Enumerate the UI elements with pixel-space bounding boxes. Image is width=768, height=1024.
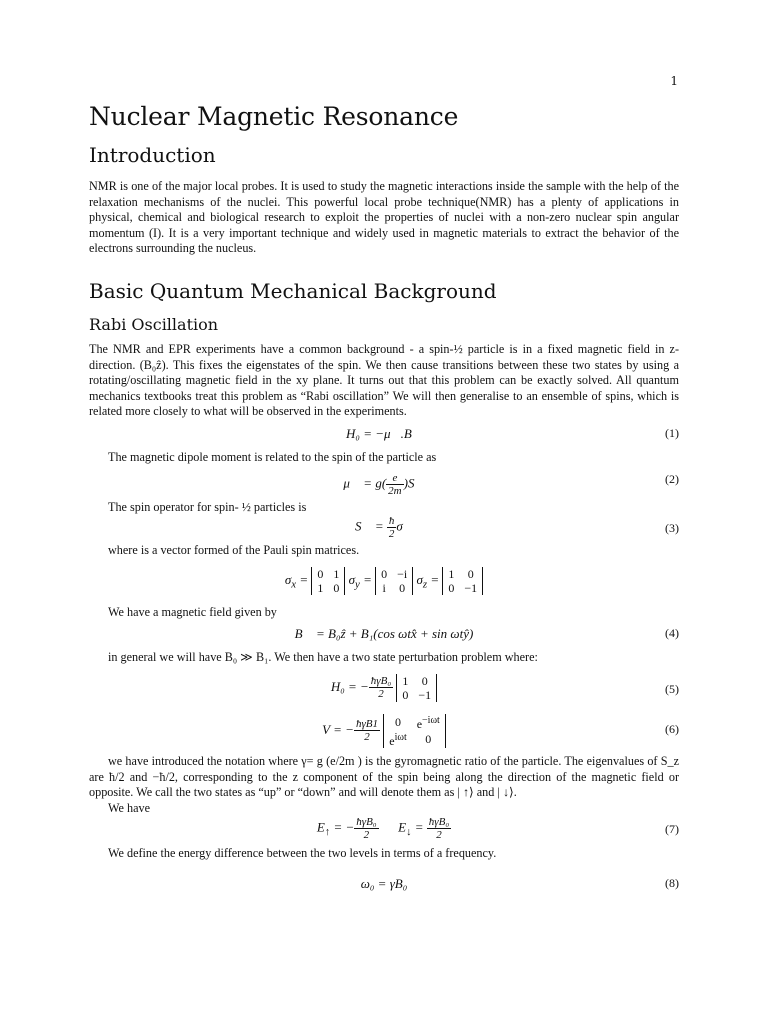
equation-1: H₀ = −μ⃗.B⃗ (1) xyxy=(346,425,679,441)
section-heading-introduction: Introduction xyxy=(89,143,216,167)
pauli-paragraph: where is a vector formed of the Pauli spin matrices. xyxy=(108,543,360,558)
equation-6: V = − $\frac{\text{ħγB1}}{2}$ 0 $e^{-i\omega t}$ $e^{i\omega t}$ 0 (6) xyxy=(322,714,679,748)
spin-operator-paragraph: The spin operator for spin- ½ particles is xyxy=(108,499,307,514)
equation-4: B⃗ = B₀ẑ + B₁(cos ωtx̂ + sin ωtŷ) (4) xyxy=(294,626,679,642)
we-have-line: We have xyxy=(108,800,150,815)
section-heading-basic-qm: Basic Quantum Mechanical Background xyxy=(89,278,497,303)
field-paragraph: We have a magnetic field given by xyxy=(108,604,277,619)
equation-8: ω₀ = γB₀ (8) xyxy=(360,875,679,891)
equation-3: S⃗ = $\frac{ħ}{2}$ σ⃗ (3) xyxy=(355,515,679,541)
subsection-heading-rabi: Rabi Oscillation xyxy=(89,314,219,334)
document-body xyxy=(89,102,679,900)
perturbation-paragraph: in general we will have B₀ ≫ B₁. We then have a two state perturbation problem where: xyxy=(108,650,538,665)
dipole-paragraph: The magnetic dipole moment is related to the spin of the particle as xyxy=(108,449,437,464)
pauli-matrices: $\sigma_x = 0$ 1 1 0 $\sigma_y = 0$ −i i 0 $\sigma_z = 1$ 0 0 −1 xyxy=(89,559,679,605)
notation-paragraph: we have introduced the notation where γ= g (e/2m ) is the gyromagnetic ratio of the particle. The eigenvalues of S_z are ħ/2 and −ħ/2, corresponding to the z component of the spin being along the direction of the magnetic field or opposite. We call the two states as “up” or “down” and will denote them as | ↑⟩ and | ↓⟩. xyxy=(89,753,679,800)
intro-paragraph: NMR is one of the major local probes. It is used to study the magnetic interactions inside the sample with the help of the relaxation mechanisms of the nuclei. This powerful local probe technique(NMR) has a plenty of applications in physical, chemical and biological research to exploit the properties of nuclei with a non-zero nuclear spin angular momentum (I). It is a very important technique and widely used in magnetic materials to extract the behavior of the electrons surrounding the nucleus. xyxy=(89,179,679,256)
equation-5: H₀ = − $\frac{\text{ħγB₀}}{2}$ 1 0 0 −1 (5) xyxy=(330,673,679,702)
document-title: Nuclear Magnetic Resonance xyxy=(89,102,459,131)
energy-difference-paragraph: We define the energy difference between the two levels in terms of a frequency. xyxy=(108,846,497,861)
equation-2: μ⃗ = g( $\frac{e}{2m}$ )S⃗ (2) xyxy=(343,471,679,497)
page-number: 1 xyxy=(670,74,678,88)
rabi-paragraph: The NMR and EPR experiments have a common background - a spin-½ particle is in a fixed magnetic field in z-direction. (B₀ẑ). This fixes the eigenstates of the spin. We then cause transitions between these two states by using a rotating/oscillating magnetic field in the xy plane. It turns out that this problem can be exactly solved. All quantum mechanics textbooks treat this problem as “Rabi oscillation” We will then generalise to an ensemble of spins, which is related more closely to what will be observed in the experiments. xyxy=(89,341,679,419)
equation-7: $E_↑$ = − $\frac{\text{ħγB₀}}{2}$ $E_↓$ = $\frac{\text{ħγB₀}}{2}$ (7) xyxy=(316,816,679,842)
